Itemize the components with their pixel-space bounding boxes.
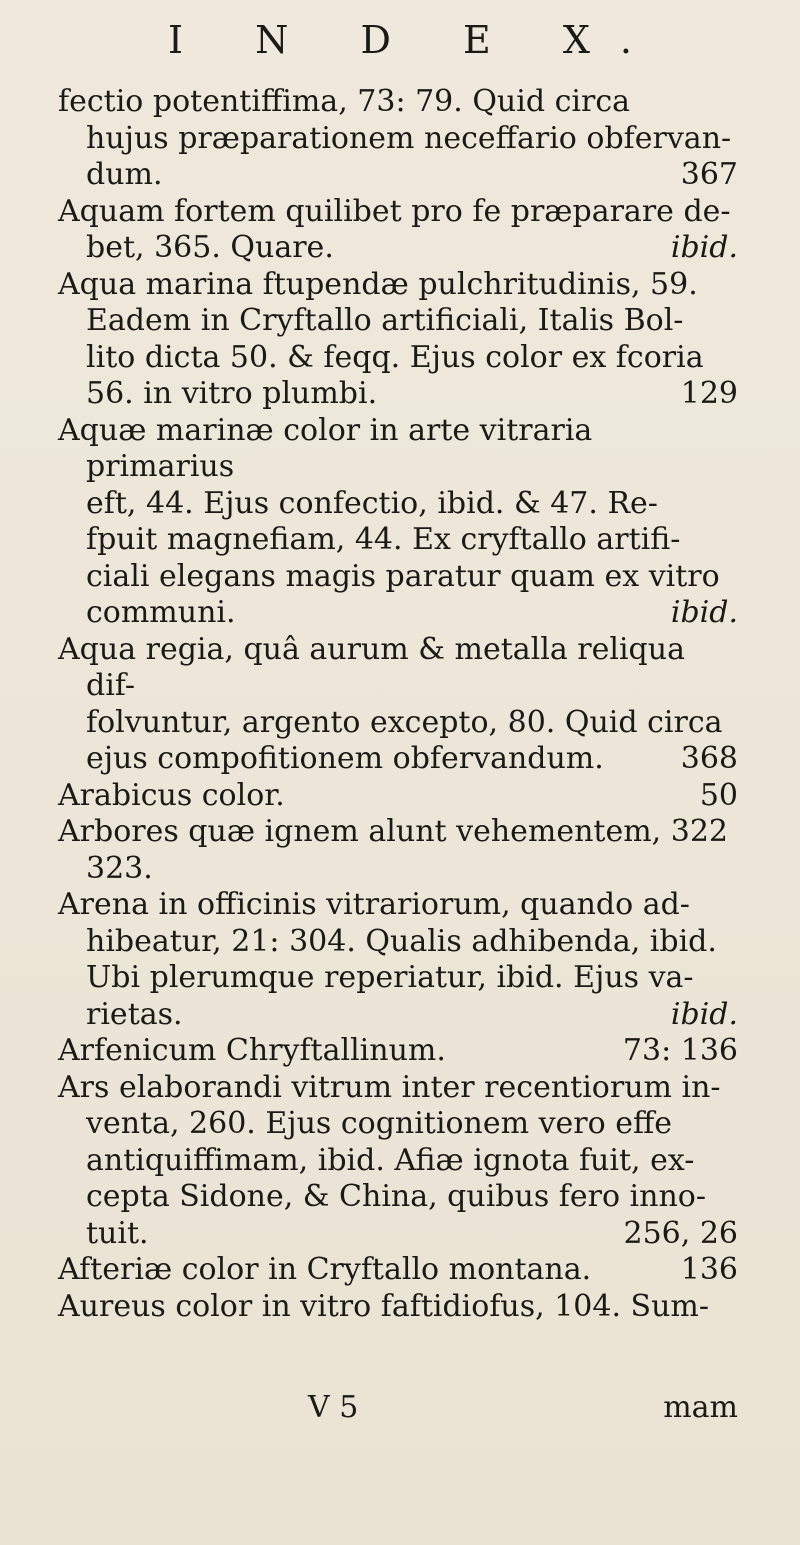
entry-line: lito dicta 50. & feqq. Ejus color ex fcoria	[86, 339, 704, 375]
page-reference: 368	[680, 741, 738, 776]
signature-mark: V 5	[308, 1390, 359, 1425]
running-head: I N D E X.	[168, 18, 662, 62]
entry-line: Ars elaborandi vitrum inter recentiorum in-	[58, 1069, 721, 1105]
entry-line: Eadem in Cryftallo artificiali, Italis Bol-	[86, 303, 684, 338]
index-entry	[58, 778, 738, 815]
entry-line: rietas.	[86, 996, 183, 1032]
entry-line: 56. in vitro plumbi.	[86, 376, 378, 411]
index-entry	[58, 887, 738, 1033]
index-entry	[58, 814, 738, 887]
entry-line: folvuntur, argento excepto, 80. Quid circa	[86, 704, 723, 740]
page-reference: 136	[680, 1252, 738, 1287]
page-reference: ibid.	[670, 230, 738, 265]
catchword: mam	[663, 1390, 738, 1425]
entry-line: Arena in officinis vitrariorum, quando ad-	[58, 887, 690, 922]
entry-line: Aquam fortem quilibet pro fe præparare de-	[58, 193, 731, 229]
page-reference: 50	[699, 777, 738, 813]
page-reference: ibid.	[670, 996, 738, 1032]
entry-line: 323.	[86, 850, 153, 886]
index-entry	[58, 194, 738, 267]
index-entry	[58, 413, 738, 632]
entry-line: Afteriæ color in Cryftallo montana.	[58, 1252, 592, 1287]
index-entry	[58, 84, 738, 194]
entry-line: Aquæ marinæ color in arte vitraria primarius	[58, 412, 593, 484]
index-entry	[58, 632, 738, 778]
entry-line: hujus præparationem neceffario obfervan-	[86, 120, 732, 156]
entry-line: Aqua regia, quâ aurum & metalla reliqua dif-	[58, 631, 685, 703]
entry-line: Ubi plerumque reperiatur, ibid. Ejus va-	[86, 960, 694, 995]
entry-line: hibeatur, 21: 304. Qualis adhibenda, ibid.	[86, 923, 717, 959]
page-reference: 367	[680, 157, 738, 192]
index-entries	[58, 84, 738, 1325]
page-reference: 256, 26	[623, 1215, 738, 1251]
page-reference: 129	[680, 376, 738, 411]
entry-line: ciali elegans magis paratur quam ex vitro	[86, 558, 720, 594]
index-entry	[58, 1289, 738, 1326]
entry-line: cepta Sidone, & China, quibus fero inno-	[86, 1179, 706, 1214]
entry-line: communi.	[86, 595, 236, 630]
entry-line: ejus compofitionem obfervandum.	[86, 741, 604, 776]
index-entry	[58, 1252, 738, 1289]
page-reference: ibid.	[670, 595, 738, 630]
index-entry	[58, 267, 738, 413]
entry-line: fpuit magnefiam, 44. Ex cryftallo artifi-	[86, 522, 681, 557]
entry-line: fectio potentiffima, 73: 79. Quid circa	[58, 84, 631, 119]
entry-line: eft, 44. Ejus confectio, ibid. & 47. Re-	[86, 485, 658, 521]
entry-line: Arabicus color.	[58, 777, 285, 813]
index-entry	[58, 1033, 738, 1070]
page-footer	[58, 1390, 738, 1430]
entry-line: antiquiffimam, ibid. Afiæ ignota fuit, ex-	[86, 1142, 695, 1178]
entry-line: bet, 365. Quare.	[86, 230, 334, 265]
entry-line: venta, 260. Ejus cognitionem vero effe	[86, 1106, 673, 1141]
entry-line: Arbores quæ ignem alunt vehementem, 322	[58, 814, 729, 849]
entry-line: dum.	[86, 157, 163, 192]
index-entry	[58, 1070, 738, 1253]
entry-line: Arfenicum Chryftallinum.	[58, 1033, 446, 1068]
entry-line: Aureus color in vitro faftidiofus, 104. Sum-	[58, 1288, 710, 1324]
page-reference: 73: 136	[622, 1033, 738, 1068]
entry-line: Aqua marina ftupendæ pulchritudinis, 59.	[58, 266, 698, 302]
entry-line: tuit.	[86, 1215, 149, 1251]
